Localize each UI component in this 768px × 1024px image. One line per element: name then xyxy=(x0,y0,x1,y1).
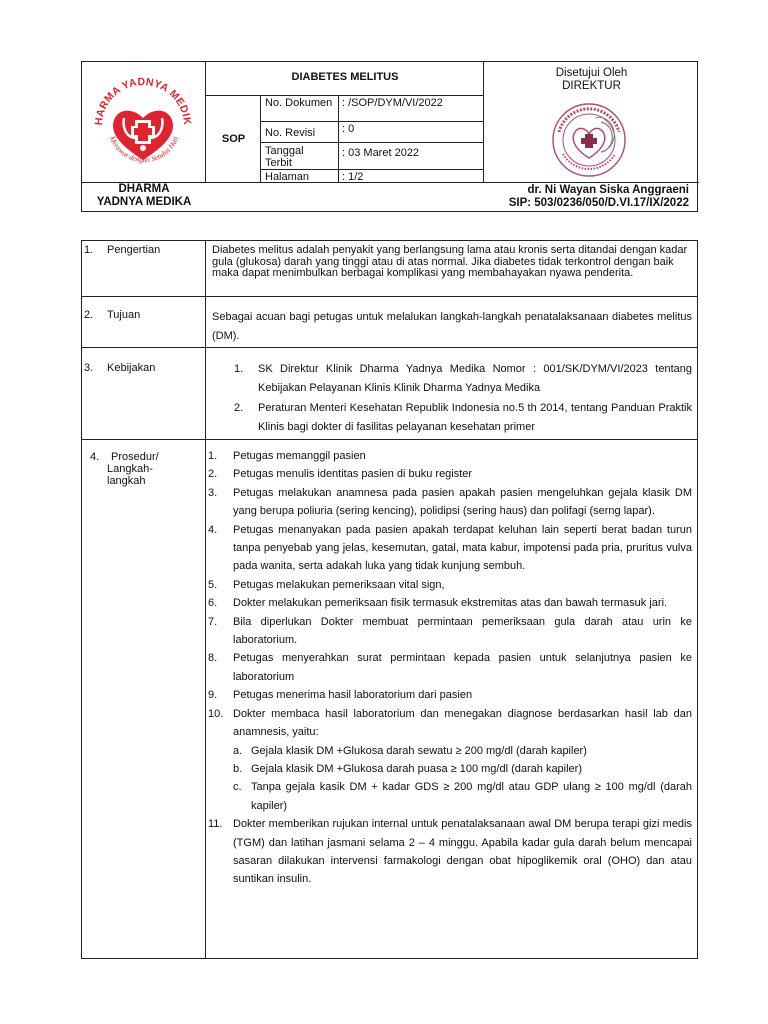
criteria-item xyxy=(208,760,692,778)
meta-key-doc-number: No. Dokumen xyxy=(265,97,333,109)
list-number: 5. xyxy=(208,578,218,591)
svg-text:DHARMA YADNYA MEDIKA: HARMA YADNYA MEDIK xyxy=(92,75,194,126)
organization-name xyxy=(82,183,206,209)
section-label-definition: Pengertian xyxy=(107,244,161,256)
list-item xyxy=(208,447,692,465)
header-divider xyxy=(260,142,483,143)
criteria-letter: b. xyxy=(233,762,243,775)
meta-key-page: Halaman xyxy=(265,171,310,183)
criteria-text: Tanpa gejala kasik DM + kadar GDS ≥ 200 mg/dl atau GDP ulang ≥ 100 mg/dl (darah kapiler) xyxy=(251,781,692,812)
criteria-item xyxy=(208,778,692,815)
list-item xyxy=(208,576,692,594)
section-label-policy: Kebijakan xyxy=(107,362,156,374)
meta-value-revision: : 0 xyxy=(342,123,355,135)
section-number: 2. xyxy=(84,309,94,321)
meta-value-page: : 1/2 xyxy=(342,171,364,183)
list-item xyxy=(208,465,692,483)
list-number: 2. xyxy=(234,402,244,414)
section-number: 3. xyxy=(84,362,94,374)
meta-value-issue-date: : 03 Maret 2022 xyxy=(342,147,420,159)
approved-by-label: Disetujui Oleh xyxy=(555,67,628,79)
list-item xyxy=(208,649,692,686)
signer-name: dr. Ni Wayan Siska Anggraeni xyxy=(527,184,689,196)
org-name-line: YADNYA MEDIKA xyxy=(96,196,192,208)
list-number: 4. xyxy=(208,523,218,536)
meta-key-issue-date: Tanggal Terbit xyxy=(265,145,304,169)
list-text: Dokter melakukan pemeriksaan fisik termasuk ekstremitas atas dan bawah termasuk jari. xyxy=(233,597,668,610)
criteria-letter: c. xyxy=(233,781,242,794)
row-divider xyxy=(82,296,697,297)
list-item xyxy=(222,360,692,398)
section-label-procedure: Langkah- xyxy=(107,463,153,475)
list-item xyxy=(208,686,692,704)
list-text: Petugas melakukan pemeriksaan vital sign, xyxy=(233,578,445,591)
list-number: 11. xyxy=(208,818,223,831)
list-number: 8. xyxy=(208,652,218,665)
list-number: 1. xyxy=(234,363,244,375)
list-item xyxy=(208,521,692,576)
list-item xyxy=(208,613,692,650)
list-number: 10. xyxy=(208,707,224,720)
list-text: Petugas melakukan anamnesa pada pasien apakah pasien mengeluhkan gejala klasik DM yang berupa poliuria (sering kencing), polidipsi (sering haus) dan polifagi (serng lapar). xyxy=(233,486,692,518)
list-text: Petugas menanyakan pada pasien apakah terdapat keluhan lain seperti berat badan turun tanpa penyebab yang jelas, kesemutan, gatal, mata kabur, impotensi pada pria, pruritus vulva pada wanita, serta adakah luka yang tidak kunjung sembuh. xyxy=(233,523,692,573)
procedure-steps xyxy=(208,447,692,889)
list-text: Peraturan Menteri Kesehatan Republik Indonesia no.5 th 2014, tentang Panduan Praktik Klinis bagi dokter di fasilitas pelayanan kesehatan primer xyxy=(258,402,692,433)
list-text: Petugas memanggil pasien xyxy=(233,450,366,462)
signer-sip: SIP: 503/0236/050/D.VI.17/IX/2022 xyxy=(508,197,689,209)
list-text: Dokter memberikan rujukan internal untuk penatalaksanaan awal DM berupa terapi gizi medis (TGM) dan latihan jasmani selama 2 – 4 minggu. Apabila kadar gula darah belum mencapai sasaran dilakukan intervensi farmakologi dengan obat hipoglikemik oral (OHO) dan atau suntikan insulin. xyxy=(233,818,692,886)
list-text: Bila diperlukan Dokter membuat permintaan pemeriksaan gula darah atau urin ke laboratorium. xyxy=(233,615,692,647)
header-divider xyxy=(260,121,483,122)
list-text: Petugas menerima hasil laboratorium dari pasien xyxy=(233,689,473,702)
signer-block xyxy=(479,184,689,210)
section-label-procedure: Prosedur/ xyxy=(111,451,159,463)
goal-text: Sebagai acuan bagi petugas untuk melalukan langkah-langkah penatalaksanaan diabetes melitus (DM). xyxy=(212,311,692,342)
list-text: SK Direktur Klinik Dharma Yadnya Medika Nomor : 001/SK/DYM/VI/2023 tentang Kebijakan Pelayanan Klinis Klinik Dharma Yadnya Medika xyxy=(258,363,692,394)
dharma-yadnya-medika-logo-icon xyxy=(88,68,198,180)
meta-value-doc-number: : /SOP/DYM/VI/2022 xyxy=(342,97,443,109)
list-number: 6. xyxy=(208,597,218,610)
list-number: 2. xyxy=(208,468,218,481)
list-item xyxy=(208,484,692,521)
document-title: DIABETES MELITUS xyxy=(291,71,399,83)
criteria-letter: a. xyxy=(233,744,243,757)
section-number: 1. xyxy=(84,244,94,256)
section-label-goal: Tujuan xyxy=(107,309,141,321)
row-divider xyxy=(82,347,697,348)
policy-list xyxy=(222,360,692,438)
clinic-stamp-icon xyxy=(541,92,637,188)
approver-role: DIREKTUR xyxy=(562,80,621,92)
criteria-text: Gejala klasik DM +Glukosa darah sewatu ≥ 200 mg/dl (darah kapiler) xyxy=(251,744,587,757)
criteria-text: Gejala klasik DM +Glukosa darah puasa ≥ 100 mg/dl (darah kapiler) xyxy=(251,762,583,775)
definition-text: Diabetes melitus adalah penyakit yang berlangsung lama atau kronis serta ditandai dengan kadar gula (glukosa) darah yang tinggi atau di atas normal. Jika diabetes tidak terkontrol dengan baik maka dapat menimbulkan berbagai komplikasi yang membahayakan nyawa penderita. xyxy=(212,244,688,280)
list-item xyxy=(222,399,692,437)
section-number: 4. xyxy=(90,451,100,463)
section-label-procedure: langkah xyxy=(107,475,146,487)
list-number: 9. xyxy=(208,689,218,702)
list-number: 3. xyxy=(208,486,218,499)
org-name-line: DHARMA xyxy=(118,183,170,195)
list-item xyxy=(208,815,692,889)
column-divider xyxy=(205,241,206,958)
list-number: 1. xyxy=(208,450,218,462)
list-text: Petugas menulis identitas pasien di buku register xyxy=(233,468,473,481)
svg-text:Merawat dengan Setulus Hati: Merawat dengan Setulus Hati xyxy=(107,134,181,165)
row-divider xyxy=(82,439,697,440)
list-text: Dokter membaca hasil laboratorium dan menegakan diagnose berdasarkan hasil lab dan anamnesis, yaitu: xyxy=(233,707,692,739)
sop-label: SOP xyxy=(221,133,246,145)
list-text: Petugas menyerahkan surat permintaan kepada pasien untuk selanjutnya pasien ke laboratorium xyxy=(233,652,692,683)
list-number: 7. xyxy=(208,615,218,628)
criteria-item xyxy=(208,742,692,760)
sop-content-table xyxy=(81,240,698,959)
header-divider xyxy=(260,169,483,170)
list-item xyxy=(208,705,692,742)
document-header-table xyxy=(81,61,698,212)
approval-block xyxy=(484,67,699,93)
meta-key-revision: No. Revisi xyxy=(265,127,316,139)
list-item xyxy=(208,594,692,612)
